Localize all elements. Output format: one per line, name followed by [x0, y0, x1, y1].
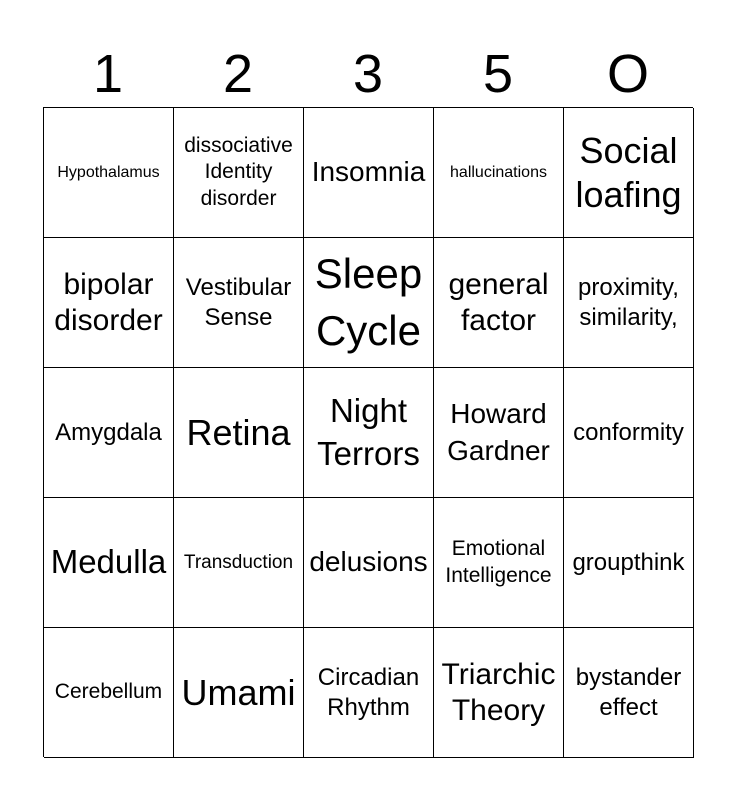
bingo-cell-r3-c3[interactable]: [304, 368, 434, 498]
bingo-cell-r1-c4[interactable]: [434, 108, 564, 238]
cell-label: dissociative Identity disorder: [184, 134, 293, 210]
cell-label: delusions: [309, 546, 428, 578]
bingo-cell-r4-c5[interactable]: [564, 498, 694, 628]
bingo-cell-r5-c3[interactable]: [304, 628, 434, 758]
header-column-3: 3: [352, 44, 384, 104]
cell-label: Sleep Cycle: [314, 249, 423, 354]
bingo-cell-r5-c2[interactable]: [174, 628, 304, 758]
cell-label: Retina: [186, 411, 291, 453]
bingo-cell-r1-c1[interactable]: [44, 108, 174, 238]
bingo-cell-r5-c1[interactable]: [44, 628, 174, 758]
cell-label: Umami: [181, 671, 296, 713]
bingo-cell-r4-c1[interactable]: [44, 498, 174, 628]
bingo-cell-r3-c2[interactable]: [174, 368, 304, 498]
cell-label: Emotional Intelligence: [445, 537, 552, 587]
cell-label: Amygdala: [55, 418, 162, 446]
bingo-cell-r2-c4[interactable]: [434, 238, 564, 368]
bingo-cell-r2-c3[interactable]: [304, 238, 434, 368]
bingo-cell-r4-c3[interactable]: [304, 498, 434, 628]
bingo-cell-r3-c5[interactable]: [564, 368, 694, 498]
bingo-cell-r2-c5[interactable]: [564, 238, 694, 368]
header-column-2: 2: [222, 44, 254, 104]
bingo-cell-r1-c5[interactable]: [564, 108, 694, 238]
bingo-cell-r5-c4[interactable]: [434, 628, 564, 758]
cell-label: bystander effect: [575, 663, 682, 721]
bingo-cell-r2-c2[interactable]: [174, 238, 304, 368]
cell-label: Insomnia: [311, 156, 426, 188]
bingo-cell-r4-c4[interactable]: [434, 498, 564, 628]
cell-label: Hypothalamus: [57, 163, 160, 181]
cell-label: Cerebellum: [54, 680, 163, 704]
cell-label: Night Terrors: [317, 391, 420, 472]
cell-label: Circadian Rhythm: [317, 663, 420, 721]
cell-label: general factor: [448, 267, 549, 337]
cell-label: Medulla: [50, 543, 167, 581]
bingo-cell-r2-c1[interactable]: [44, 238, 174, 368]
cell-label: groupthink: [572, 548, 685, 576]
header-column-4: 5: [482, 44, 514, 104]
bingo-cell-r3-c1[interactable]: [44, 368, 174, 498]
bingo-board: [43, 107, 693, 757]
bingo-cell-r3-c4[interactable]: [434, 368, 564, 498]
header-column-1: 1: [92, 44, 124, 104]
bingo-cell-r1-c2[interactable]: [174, 108, 304, 238]
bingo-cell-r4-c2[interactable]: [174, 498, 304, 628]
cell-label: conformity: [573, 418, 684, 446]
cell-label: proximity, similarity,: [578, 273, 679, 331]
bingo-cell-r1-c3[interactable]: [304, 108, 434, 238]
cell-label: Social loafing: [575, 130, 682, 215]
cell-label: hallucinations: [450, 163, 547, 181]
cell-label: Howard Gardner: [447, 398, 550, 466]
bingo-header: [43, 40, 693, 108]
bingo-cell-r5-c5[interactable]: [564, 628, 694, 758]
cell-label: Transduction: [183, 551, 294, 573]
cell-label: Vestibular Sense: [185, 273, 292, 331]
header-column-5: O: [606, 44, 649, 104]
cell-label: Triarchic Theory: [441, 657, 556, 727]
cell-label: bipolar disorder: [54, 267, 163, 337]
